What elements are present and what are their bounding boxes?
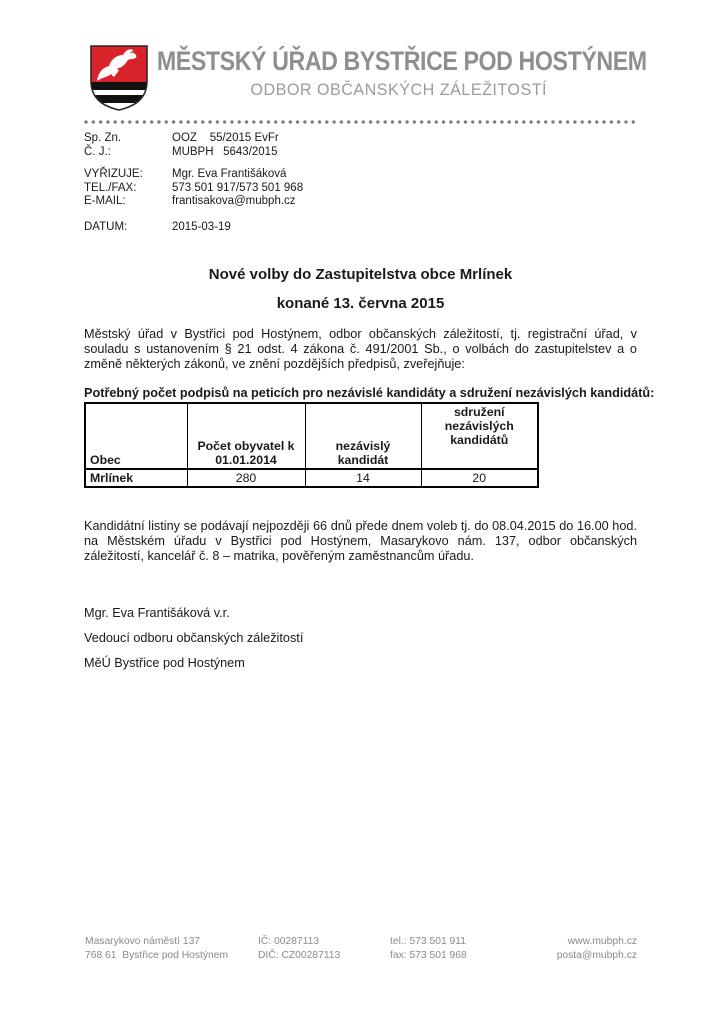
meta-row-telfax [84, 182, 637, 196]
page-footer [0, 935, 720, 963]
meta-value: 573 501 917/573 501 968 [172, 181, 304, 194]
signatory-role: Vedoucí odboru občanských záležitostí [84, 631, 304, 646]
signatory-office: MěÚ Bystřice pod Hostýnem [84, 656, 245, 671]
signatures-required-table [84, 402, 539, 488]
meta-row-spzn [84, 132, 637, 146]
meta-row-vyrizuje [84, 168, 637, 182]
footer-tel: tel.: 573 501 911 [390, 936, 466, 947]
footer-phone [390, 935, 557, 963]
meta-row-email [84, 195, 637, 209]
document-meta [84, 132, 637, 234]
cell-association: 20 [421, 469, 538, 487]
meta-label: Sp. Zn. [84, 132, 122, 144]
table-row [85, 469, 538, 487]
column-header-obec: Obec [85, 403, 187, 469]
table-lead-line: Potřebný počet podpisů na peticích pro nezávislé kandidáty a sdružení nezávislých kandidátů: [84, 385, 655, 400]
letterhead-titles [80, 44, 720, 100]
footer-address-line1: Masarykovo náměstí 137 [85, 936, 201, 947]
letterhead [0, 0, 720, 112]
dotted-separator [84, 120, 637, 125]
meta-label: Č. J.: [84, 145, 111, 158]
footer-fax: fax: 573 501 968 [390, 950, 467, 961]
footer-address-line2: 768 61 Bystřice pod Hostýnem [85, 950, 229, 961]
meta-label: E-MAIL: [84, 195, 126, 207]
meta-value: frantisakova@mubph.cz [172, 195, 296, 207]
signature-block [84, 601, 637, 676]
table-header-row [85, 403, 538, 469]
meta-label: VYŘIZUJE: [84, 168, 143, 180]
footer-address [85, 935, 258, 963]
footer-online [557, 935, 637, 963]
column-header-nezavisly-kandidat: nezávislý kandidát [305, 403, 421, 469]
meta-value: Mgr. Eva Františáková [172, 168, 287, 180]
meta-row-datum [84, 221, 637, 235]
document-title-line1: Nové volby do Zastupitelstva obce Mrlínek [208, 266, 513, 283]
cell-population: 280 [187, 469, 305, 487]
department-subtitle: ODBOR OBČANSKÝCH ZÁLEŽITOSTÍ [250, 80, 548, 99]
meta-label: TEL./FAX: [84, 181, 137, 194]
meta-row-cj [84, 146, 637, 160]
footer-ic: IČ: 00287113 [258, 936, 320, 947]
footer-dic: DIČ: CZ00287113 [258, 950, 341, 961]
meta-value: 2015-03-19 [172, 220, 231, 233]
column-header-pocet-obyvatel: Počet obyvatel k 01.01.2014 [187, 403, 305, 469]
office-title: MĚSTSKÝ ÚŘAD BYSTŘICE POD HOSTÝNEM [156, 46, 647, 76]
signatory-name: Mgr. Eva Františáková v.r. [84, 606, 230, 621]
footer-web: www.mubph.cz [567, 936, 637, 947]
column-header-sdruzeni: sdružení nezávislých kandidátů [421, 403, 538, 469]
footer-registration [258, 935, 390, 963]
cell-independent-candidate: 14 [305, 469, 421, 487]
paragraph-deadline: Kandidátní listiny se podávají nejpozději 66 dnů přede dnem voleb tj. do 08.04.2015 do 16.00 hod. na Městském úřadu v Bystřici pod Hostýnem, Masarykovo nám. 137, odbor občanských záležitostí, kancelář č. 8 – matrika, pověřeným zaměstnancům úřadu. [84, 518, 637, 564]
footer-email: posta@mubph.cz [556, 950, 637, 961]
paragraph-intro: Městský úřad v Bystřici pod Hostýnem, odbor občanských záležitostí, tj. registrační úřad, v souladu s ustanovením § 21 odst. 4 zákona č. 491/2001 Sb., o volbách do zastupitelstev a o změně některých zákonů, ve znění pozdějších předpisů, zveřejňuje: [84, 327, 637, 372]
meta-label: DATUM: [84, 220, 128, 233]
meta-value: MUBPH 5643/2015 [172, 145, 278, 158]
document-title-line2: konané 13. června 2015 [276, 295, 445, 312]
meta-value: OOZ 55/2015 EvFr [172, 132, 279, 144]
cell-municipality: Mrlínek [85, 469, 187, 487]
